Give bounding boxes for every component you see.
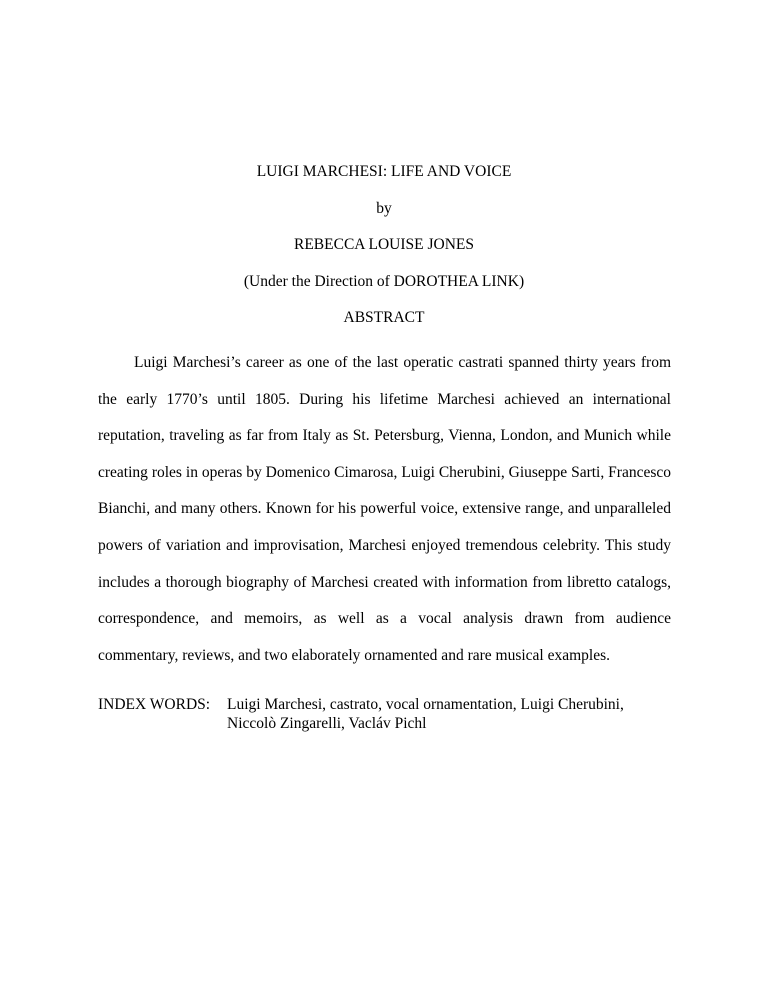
direction-line: (Under the Direction of DOROTHEA LINK) [243, 273, 525, 290]
author-name: REBECCA LOUISE JONES [294, 236, 474, 253]
abstract-body: Luigi Marchesi’s career as one of the last operatic castrati spanned thirty years from the early 1770’s until 1805. During his lifetime Marchesi achieved an international reputation, traveling as far from Italy as St. Petersburg, Vienna, London, and Munich while creating roles in operas by Domenico Cimarosa, Luigi Cherubini, Giuseppe Sarti, Francesco Bianchi, and many others. Known for his powerful voice, extensive range, and unparalleled powers of variation and improvisation, Marchesi enjoyed tremendous celebrity. This study includes a thorough biography of Marchesi created with information from libretto catalogs, correspondence, and memoirs, as well as a vocal analysis drawn from audience commentary, reviews, and two elaborately ornamented and rare musical examples. [98, 354, 671, 664]
by-line: by [376, 200, 392, 217]
index-words-label: INDEX WORDS: [98, 696, 211, 713]
document-title: LUIGI MARCHESI: LIFE AND VOICE [256, 163, 512, 180]
abstract-heading: ABSTRACT [343, 309, 425, 326]
index-words-list: Luigi Marchesi, castrato, vocal ornamentation, Luigi Cherubini, Niccolò Zingarelli, Vacláv Pichl [227, 696, 624, 732]
index-words-section [98, 695, 671, 733]
